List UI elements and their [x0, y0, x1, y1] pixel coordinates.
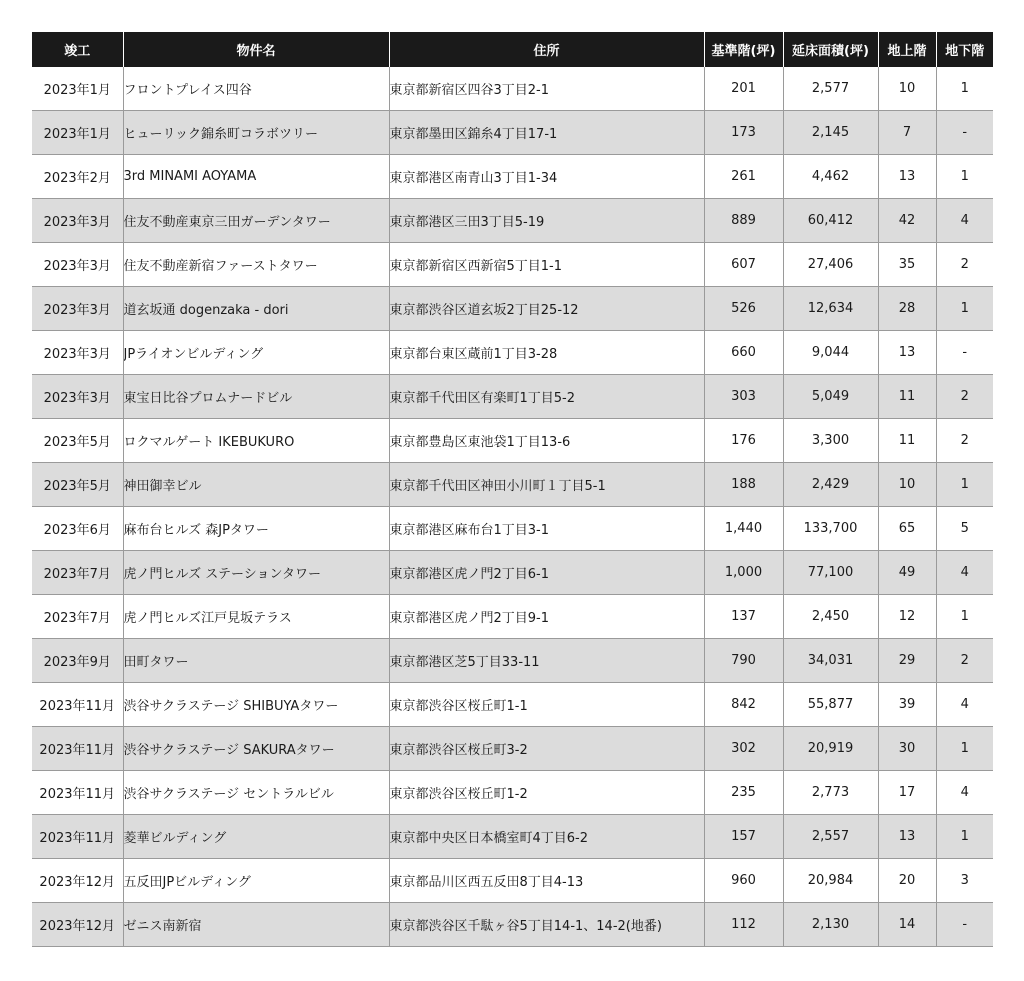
cell-date: 2023年11月	[32, 727, 123, 771]
cell-date: 2023年1月	[32, 67, 123, 111]
table-row	[32, 595, 993, 639]
cell-standard-floor: 303	[704, 375, 783, 419]
cell-standard-floor: 607	[704, 243, 783, 287]
header-below-ground: 地下階	[936, 32, 993, 67]
table-row	[32, 463, 993, 507]
cell-name: 田町タワー	[123, 639, 389, 683]
table-row	[32, 507, 993, 551]
cell-name: 渋谷サクラステージ SAKURAタワー	[123, 727, 389, 771]
cell-address: 東京都千代田区有楽町1丁目5-2	[389, 375, 704, 419]
cell-total-floor-area: 27,406	[783, 243, 878, 287]
cell-standard-floor: 176	[704, 419, 783, 463]
cell-name: 菱華ビルディング	[123, 815, 389, 859]
cell-below-ground: -	[936, 111, 993, 155]
cell-address: 東京都港区南青山3丁目1-34	[389, 155, 704, 199]
cell-standard-floor: 1,000	[704, 551, 783, 595]
cell-standard-floor: 201	[704, 67, 783, 111]
cell-date: 2023年1月	[32, 111, 123, 155]
cell-date: 2023年11月	[32, 815, 123, 859]
table-row	[32, 771, 993, 815]
cell-above-ground: 35	[878, 243, 936, 287]
cell-standard-floor: 235	[704, 771, 783, 815]
cell-total-floor-area: 60,412	[783, 199, 878, 243]
cell-total-floor-area: 77,100	[783, 551, 878, 595]
cell-above-ground: 13	[878, 815, 936, 859]
cell-total-floor-area: 133,700	[783, 507, 878, 551]
cell-above-ground: 10	[878, 67, 936, 111]
cell-standard-floor: 137	[704, 595, 783, 639]
cell-total-floor-area: 2,577	[783, 67, 878, 111]
header-name: 物件名	[123, 32, 389, 67]
table-row	[32, 331, 993, 375]
cell-address: 東京都港区麻布台1丁目3-1	[389, 507, 704, 551]
header-standard-floor: 基準階(坪)	[704, 32, 783, 67]
cell-below-ground: 1	[936, 815, 993, 859]
cell-date: 2023年12月	[32, 903, 123, 947]
cell-address: 東京都品川区西五反田8丁目4-13	[389, 859, 704, 903]
cell-total-floor-area: 3,300	[783, 419, 878, 463]
cell-below-ground: 4	[936, 771, 993, 815]
cell-below-ground: 4	[936, 683, 993, 727]
cell-date: 2023年5月	[32, 463, 123, 507]
cell-total-floor-area: 20,984	[783, 859, 878, 903]
cell-above-ground: 7	[878, 111, 936, 155]
cell-total-floor-area: 20,919	[783, 727, 878, 771]
cell-below-ground: 2	[936, 243, 993, 287]
cell-name: 渋谷サクラステージ セントラルビル	[123, 771, 389, 815]
cell-standard-floor: 660	[704, 331, 783, 375]
table-row	[32, 815, 993, 859]
cell-address: 東京都渋谷区道玄坂2丁目25-12	[389, 287, 704, 331]
cell-below-ground: 1	[936, 155, 993, 199]
cell-total-floor-area: 5,049	[783, 375, 878, 419]
table-row	[32, 243, 993, 287]
cell-standard-floor: 112	[704, 903, 783, 947]
cell-standard-floor: 188	[704, 463, 783, 507]
table-row	[32, 111, 993, 155]
cell-below-ground: -	[936, 331, 993, 375]
cell-below-ground: 3	[936, 859, 993, 903]
header-above-ground: 地上階	[878, 32, 936, 67]
cell-below-ground: 4	[936, 551, 993, 595]
cell-below-ground: 1	[936, 727, 993, 771]
cell-below-ground: 2	[936, 419, 993, 463]
cell-standard-floor: 261	[704, 155, 783, 199]
cell-total-floor-area: 2,557	[783, 815, 878, 859]
cell-date: 2023年5月	[32, 419, 123, 463]
cell-name: 渋谷サクラステージ SHIBUYAタワー	[123, 683, 389, 727]
cell-address: 東京都墨田区錦糸4丁目17-1	[389, 111, 704, 155]
cell-name: ゼニス南新宿	[123, 903, 389, 947]
cell-total-floor-area: 55,877	[783, 683, 878, 727]
cell-above-ground: 11	[878, 419, 936, 463]
cell-above-ground: 20	[878, 859, 936, 903]
cell-name: 住友不動産東京三田ガーデンタワー	[123, 199, 389, 243]
cell-above-ground: 17	[878, 771, 936, 815]
table-row	[32, 683, 993, 727]
cell-total-floor-area: 34,031	[783, 639, 878, 683]
cell-name: 麻布台ヒルズ 森JPタワー	[123, 507, 389, 551]
cell-address: 東京都新宿区四谷3丁目2-1	[389, 67, 704, 111]
cell-below-ground: 2	[936, 639, 993, 683]
cell-above-ground: 29	[878, 639, 936, 683]
cell-above-ground: 10	[878, 463, 936, 507]
cell-name: 住友不動産新宿ファーストタワー	[123, 243, 389, 287]
cell-above-ground: 14	[878, 903, 936, 947]
buildings-table	[32, 32, 993, 947]
cell-total-floor-area: 2,450	[783, 595, 878, 639]
cell-below-ground: 1	[936, 463, 993, 507]
cell-address: 東京都渋谷区千駄ヶ谷5丁目14-1、14-2(地番)	[389, 903, 704, 947]
cell-date: 2023年2月	[32, 155, 123, 199]
cell-above-ground: 30	[878, 727, 936, 771]
cell-total-floor-area: 2,145	[783, 111, 878, 155]
cell-address: 東京都台東区蔵前1丁目3-28	[389, 331, 704, 375]
cell-date: 2023年3月	[32, 287, 123, 331]
cell-name: 3rd MINAMI AOYAMA	[123, 155, 389, 199]
cell-date: 2023年3月	[32, 243, 123, 287]
table-row	[32, 551, 993, 595]
cell-name: JPライオンビルディング	[123, 331, 389, 375]
cell-date: 2023年11月	[32, 683, 123, 727]
cell-above-ground: 28	[878, 287, 936, 331]
cell-total-floor-area: 9,044	[783, 331, 878, 375]
table-row	[32, 859, 993, 903]
cell-total-floor-area: 2,429	[783, 463, 878, 507]
cell-below-ground: 5	[936, 507, 993, 551]
cell-date: 2023年6月	[32, 507, 123, 551]
cell-address: 東京都千代田区神田小川町１丁目5-1	[389, 463, 704, 507]
table-row	[32, 199, 993, 243]
cell-name: 虎ノ門ヒルズ ステーションタワー	[123, 551, 389, 595]
cell-below-ground: 2	[936, 375, 993, 419]
cell-address: 東京都渋谷区桜丘町3-2	[389, 727, 704, 771]
cell-name: 東宝日比谷プロムナードビル	[123, 375, 389, 419]
table-row	[32, 639, 993, 683]
cell-below-ground: -	[936, 903, 993, 947]
cell-date: 2023年7月	[32, 595, 123, 639]
cell-date: 2023年3月	[32, 199, 123, 243]
cell-address: 東京都港区芝5丁目33-11	[389, 639, 704, 683]
cell-name: ヒューリック錦糸町コラボツリー	[123, 111, 389, 155]
table-row	[32, 287, 993, 331]
cell-address: 東京都中央区日本橋室町4丁目6-2	[389, 815, 704, 859]
cell-date: 2023年12月	[32, 859, 123, 903]
cell-address: 東京都港区三田3丁目5-19	[389, 199, 704, 243]
header-total-floor-area: 延床面積(坪)	[783, 32, 878, 67]
cell-date: 2023年3月	[32, 331, 123, 375]
cell-above-ground: 42	[878, 199, 936, 243]
cell-date: 2023年11月	[32, 771, 123, 815]
cell-standard-floor: 960	[704, 859, 783, 903]
cell-address: 東京都新宿区西新宿5丁目1-1	[389, 243, 704, 287]
cell-address: 東京都豊島区東池袋1丁目13-6	[389, 419, 704, 463]
table-row	[32, 67, 993, 111]
cell-above-ground: 49	[878, 551, 936, 595]
table-row	[32, 155, 993, 199]
table-body	[32, 67, 993, 947]
cell-standard-floor: 889	[704, 199, 783, 243]
table-row	[32, 419, 993, 463]
cell-standard-floor: 526	[704, 287, 783, 331]
header-address: 住所	[389, 32, 704, 67]
cell-date: 2023年9月	[32, 639, 123, 683]
cell-above-ground: 39	[878, 683, 936, 727]
cell-name: 道玄坂通 dogenzaka - dori	[123, 287, 389, 331]
table-header-row	[32, 32, 993, 67]
cell-address: 東京都渋谷区桜丘町1-2	[389, 771, 704, 815]
cell-address: 東京都港区虎ノ門2丁目9-1	[389, 595, 704, 639]
cell-total-floor-area: 2,773	[783, 771, 878, 815]
cell-above-ground: 13	[878, 155, 936, 199]
cell-name: 虎ノ門ヒルズ江戸見坂テラス	[123, 595, 389, 639]
cell-address: 東京都渋谷区桜丘町1-1	[389, 683, 704, 727]
cell-total-floor-area: 12,634	[783, 287, 878, 331]
header-date: 竣工	[32, 32, 123, 67]
cell-total-floor-area: 4,462	[783, 155, 878, 199]
cell-above-ground: 13	[878, 331, 936, 375]
cell-name: 五反田JPビルディング	[123, 859, 389, 903]
cell-above-ground: 12	[878, 595, 936, 639]
cell-standard-floor: 790	[704, 639, 783, 683]
cell-below-ground: 1	[936, 67, 993, 111]
cell-above-ground: 11	[878, 375, 936, 419]
cell-above-ground: 65	[878, 507, 936, 551]
cell-date: 2023年3月	[32, 375, 123, 419]
table-row	[32, 727, 993, 771]
cell-address: 東京都港区虎ノ門2丁目6-1	[389, 551, 704, 595]
cell-below-ground: 4	[936, 199, 993, 243]
cell-standard-floor: 302	[704, 727, 783, 771]
cell-date: 2023年7月	[32, 551, 123, 595]
cell-name: ロクマルゲート IKEBUKURO	[123, 419, 389, 463]
cell-name: 神田御幸ビル	[123, 463, 389, 507]
cell-name: フロントプレイス四谷	[123, 67, 389, 111]
cell-below-ground: 1	[936, 287, 993, 331]
cell-standard-floor: 842	[704, 683, 783, 727]
cell-standard-floor: 157	[704, 815, 783, 859]
cell-total-floor-area: 2,130	[783, 903, 878, 947]
table-row	[32, 375, 993, 419]
cell-below-ground: 1	[936, 595, 993, 639]
table-row	[32, 903, 993, 947]
cell-standard-floor: 1,440	[704, 507, 783, 551]
cell-standard-floor: 173	[704, 111, 783, 155]
